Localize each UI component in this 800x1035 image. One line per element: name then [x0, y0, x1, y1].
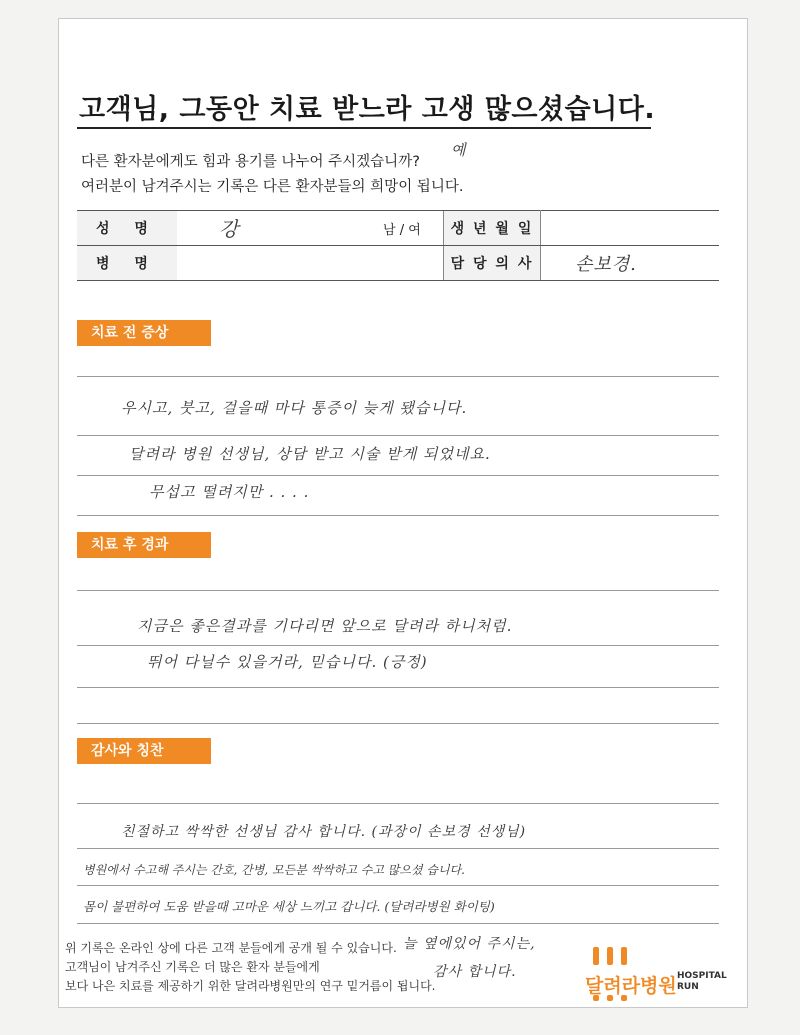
after-line-2: 뛰어 다닐수 있을거라, 믿습니다. (긍정) — [147, 653, 428, 671]
disease-field[interactable] — [177, 246, 383, 281]
intro-note: 여러분이 남겨주시는 기록은 다른 환자분들의 희망이 됩니다. — [81, 179, 464, 195]
before-line-3: 무섭고 떨려지만 . . . . — [149, 483, 310, 501]
logo-sub-1: HOSPITAL — [677, 971, 727, 981]
footer-notice-3: 보다 나은 치료를 제공하기 위한 달려라병원만의 연구 밑거름이 됩니다. — [65, 979, 436, 993]
logo-name: 달려라병원 — [585, 975, 677, 997]
before-line-2: 달려라 병원 선생님, 상담 받고 시술 받게 되었네요. — [129, 445, 491, 463]
birth-field[interactable] — [541, 211, 720, 246]
intro-answer-handwritten: 예 — [451, 141, 467, 159]
writing-line — [77, 515, 719, 516]
writing-line — [77, 376, 719, 377]
hospital-logo — [585, 947, 727, 1003]
footer-notice-1: 위 기록은 온라인 상에 다른 고객 분들에게 공개 될 수 있습니다. — [65, 941, 397, 955]
writing-line — [77, 723, 719, 724]
birth-label: 생 년 월 일 — [444, 211, 541, 246]
page-title: 고객님, 그동안 치료 받느라 고생 많으셨습니다. — [79, 94, 656, 125]
thanks-line-3: 몸이 불편하여 도움 받을때 고마운 세상 느끼고 갑니다. (달려라병원 화이팅) — [83, 899, 495, 914]
footer-notice-2: 고객님이 남겨주신 기록은 더 많은 환자 분들에게 — [65, 960, 320, 974]
writing-line — [77, 803, 719, 804]
doctor-field[interactable] — [541, 246, 720, 281]
writing-line — [77, 435, 719, 436]
writing-line — [77, 645, 719, 646]
section-badge-thanks: 감사와 칭찬 — [77, 738, 211, 764]
thanks-line-1: 친절하고 싹싹한 선생님 감사 합니다. (과장이 손보경 선생님) — [121, 824, 527, 840]
before-line-1: 우시고, 붓고, 걸을때 마다 통증이 늦게 됐습니다. — [121, 399, 468, 417]
logo-subtitle — [677, 971, 727, 993]
gender-field[interactable]: 남 / 여 — [383, 211, 444, 246]
section-badge-after: 치료 후 경과 — [77, 532, 211, 558]
patient-info-table — [77, 210, 719, 281]
writing-line — [77, 923, 719, 924]
info-row — [77, 211, 719, 246]
name-field[interactable] — [177, 211, 383, 246]
writing-line — [77, 885, 719, 886]
title-underline — [77, 127, 651, 129]
doctor-value: 손보경. — [575, 254, 637, 275]
thanks-line-4: 늘 옆에있어 주시는, — [403, 936, 536, 952]
intro-question: 다른 환자분에게도 힘과 용기를 나누어 주시겠습니까? — [81, 154, 420, 170]
writing-line — [77, 590, 719, 591]
doctor-label: 담 당 의 사 — [444, 246, 541, 281]
gender-spacer — [383, 246, 444, 281]
logo-sub-2: RUN — [677, 982, 699, 992]
thanks-line-5: 감사 합니다. — [433, 964, 517, 980]
after-line-1: 지금은 좋은결과를 기다리면 앞으로 달려라 하니처럼. — [137, 617, 513, 635]
writing-line — [77, 475, 719, 476]
disease-label: 병 명 — [77, 246, 177, 281]
writing-line — [77, 848, 719, 849]
section-badge-before: 치료 전 증상 — [77, 320, 211, 346]
writing-line — [77, 687, 719, 688]
name-value: 강 — [219, 217, 240, 241]
info-row — [77, 246, 719, 281]
name-label: 성 명 — [77, 211, 177, 246]
survey-sheet — [58, 18, 748, 1008]
thanks-line-2: 병원에서 수고해 주시는 간호, 간병, 모든분 싹싹하고 수고 많으셨 습니다. — [83, 863, 465, 877]
